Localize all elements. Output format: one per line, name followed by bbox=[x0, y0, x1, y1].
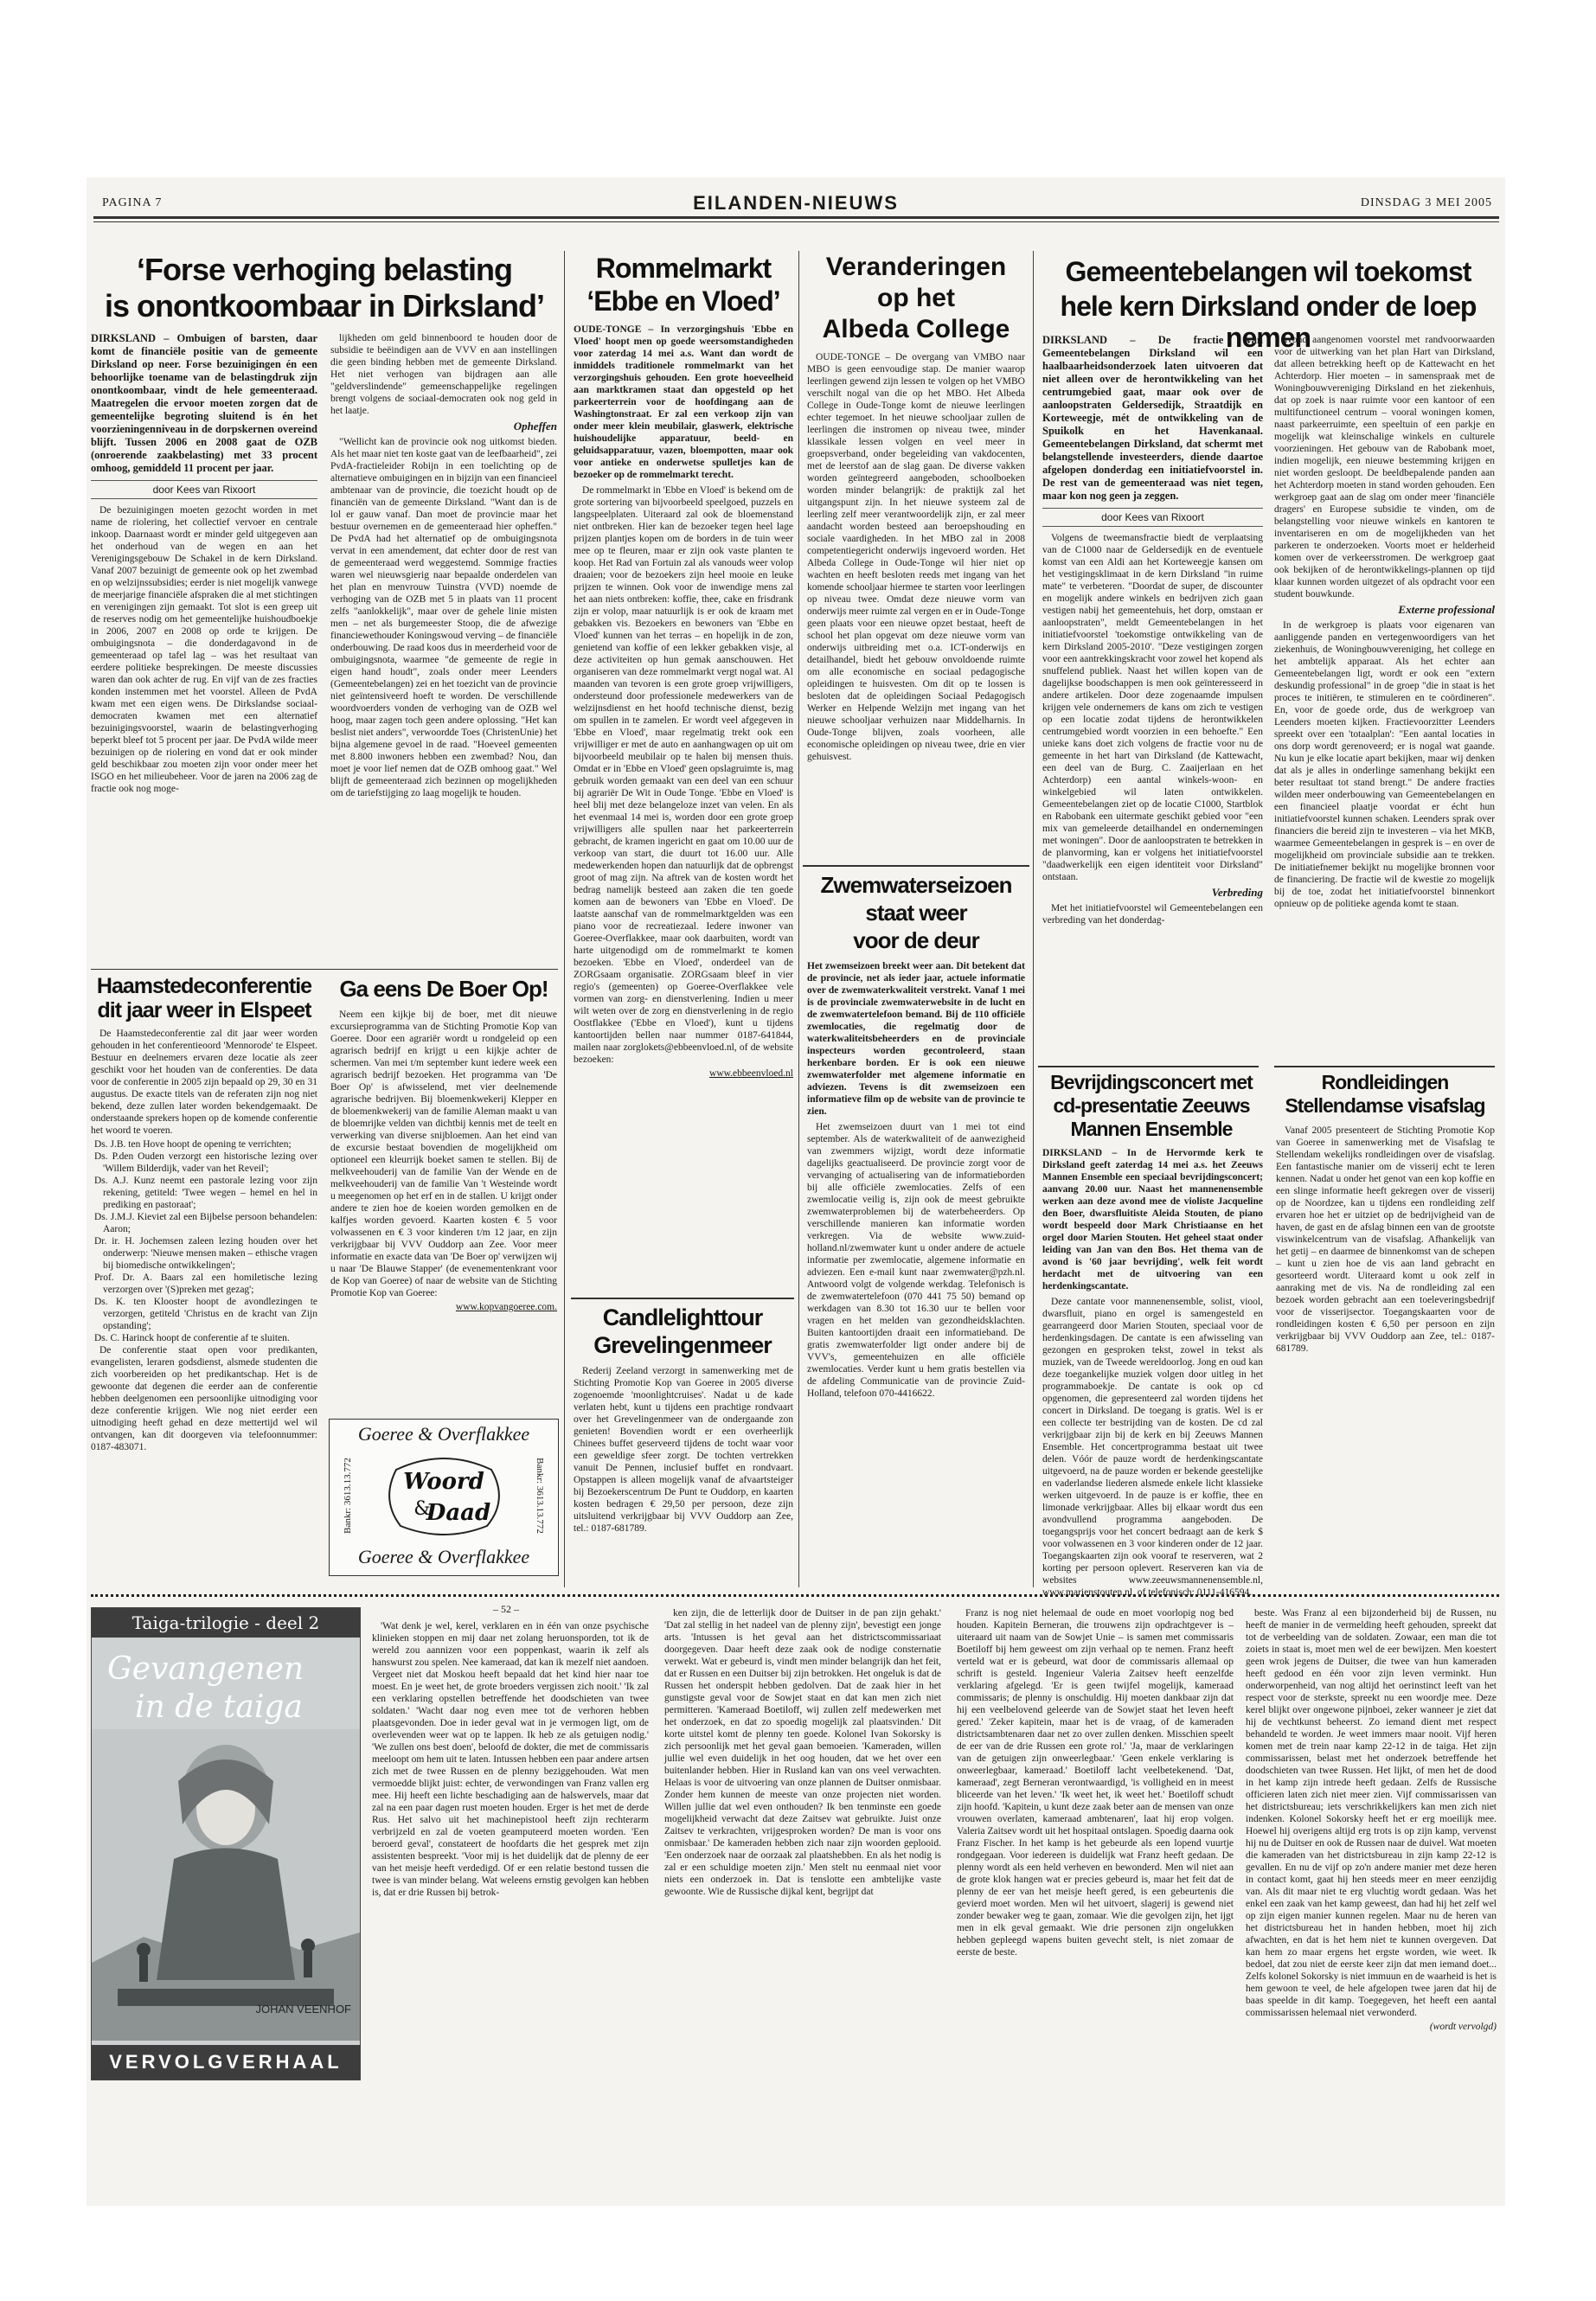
concert-headline-1: Bevrijdingsconcert met bbox=[1050, 1071, 1253, 1093]
serial-column-1 bbox=[372, 1620, 649, 1900]
haamstede-body: De Haamstedeconferentie zal dit jaar weer worden gehouden in het conferentieoord 'Mennorode' te Elspeet. Bestuur en deelnemers ervaren deze locatie als zeer geschikt voor het houden van de conferenties. De data voor de conferentie in 2005 zijn bepaald op 29, 30 en 31 augustus. De exacte titels van de referaten zijn nog niet bekend, deze zullen later worden bekendgemaakt. De onderstaande sprekers hopen op de komende conferentie het woord te voeren. bbox=[91, 1029, 317, 1136]
rommelmarkt-headline-2: ‘Ebbe en Vloed’ bbox=[586, 285, 780, 317]
belasting-column-2 bbox=[330, 332, 557, 801]
haamstede-speaker: Ds. J.M.J. Kieviet zal een Bijbelse persoon behandelen: Aaron; bbox=[94, 1212, 317, 1234]
serial-text-3: Franz is nog niet helemaal de oude en moet voorlopig nog bed houden. Kapitein Berneran, die trouwens zijn opdrachtgever is – uiteraard uit naam van de Sowjet Unie – is samen met commissaris Boetiloff bij hem geweest om zijn verhaal op te nemen. Franz heeft verteld wat er is gebeurd, wat door de commissaris allemaal op schrift is gesteld. Ingenieur Valeria Zaitsev heeft eenzelfde verklaring afgelegd. 'Er is geen twijfel mogelijk, kameraad commissaris; de plenny is onschuldig. Hij moeten dankbaar zijn dat hij een veelbelovend geleerde van de Sowjet staat het leven heeft gered.' 'Zeker kapitein, maar het is de vraag, of de kameraden districtsambtenaren daar net zo over zullen denken. Misschien speelt de eer van de drie Russen een grote rol.' 'Ja, maar de verklaringen van de getuigen zijn onweerlegbaar.' 'Geen enkele verklaring is onweerlegbaar, kameraad.' Boetiloff lacht veelbetekenend. 'Dat, kameraad', zegt Berneran verontwaardigd, 'is volligheid en in meest bliceerde van het leven.' 'Ik weet het, ik weet het.' Boetiloff schudt zijn hoofd. 'Kapitein, u kunt deze zaak beter aan de mensen van onze vrouwen overlaten, kameraad ambtenaren', laat hij erop volgen. Valeria Zaitsev wordt uit het hospitaal ontslagen. Spoedig daarna ook Franz Fischer. In het kamp is het gebeurde als een lopend vuurtje rondgegaan. Voor iedereen is duidelijk wat Franz heeft gedaan. De plenny wordt als een held verheven en bewonderd. Men wil niet aan de grote klok hangen wat er precies gebeurd is, maar het feit dat de plenny de eer van het meisje heeft gered, is een gebeurtenis die gevierd moet worden. Men wil het uitvoert, slagerij is gewend niet zonder bewaker weg te gaan, zomaar. Wie die gevolgen zijn, het ijgt men in elk geval gemaakt. Wie drie personen zijn ongelukken hebben gepleegd wapens buiten gevecht stelt, is niet zomaar de eerste de beste. bbox=[957, 1608, 1234, 1958]
rommelmarkt-headline-1: Rommelmarkt bbox=[595, 253, 772, 284]
stellendam-headline-1: Rondleidingen bbox=[1321, 1071, 1449, 1093]
haamstede-speaker: Ds. J.B. ten Hove hoopt de opening te verrichten; bbox=[94, 1139, 292, 1150]
haamstede-speaker: Ds. P.den Ouden verzorgt een historische lezing over 'Willem Bilderdijk, vader van het Reveil'; bbox=[94, 1151, 317, 1174]
ad-region-top: Goeree & Overflakkee bbox=[357, 1423, 530, 1445]
rommelmarkt-column bbox=[574, 324, 793, 1080]
haamstede-speaker: Ds. C. Harinck hoopt de conferentie af te sluiten. bbox=[94, 1333, 290, 1343]
haamstede-speaker: Dr. ir. H. Jochemsen zaleen lezing houden over het onderwerp: 'Nieuwe mensen maken – ethische vragen bij biomedische ontwikkelingen'; bbox=[94, 1236, 317, 1271]
section-rule bbox=[1274, 1066, 1495, 1067]
serial-footer: VERVOLGVERHAAL bbox=[92, 2045, 360, 2080]
gemeentebelangen-subhead-2: Externe professional bbox=[1398, 603, 1495, 616]
page-number: PAGINA 7 bbox=[102, 196, 163, 209]
serial-author: JOHAN VEENHOF bbox=[255, 2003, 351, 2016]
rommelmarkt-website[interactable]: www.ebbeenvloed.nl bbox=[709, 1068, 793, 1079]
belasting-lead: DIRKSLAND – Ombuigen of barsten, daar komt de financiële positie van de gemeente Dirksland op neer. Forse bezuinigingen én een behoorlijke toename van de belastingdruk zijn onontkoombaar, vindt de hele gemeenteraad. Maatregelen die ervoor moeten zorgen dat de gemeentelijke begroting sluitend is én het voorzieningenniveau in de dorpskernen overeind blijft. Tussen 2006 en 2008 gaat de OZB (onroerende zaakbelasting) met 33 procent omhoog, gemiddeld 11 procent per jaar. bbox=[91, 332, 317, 474]
belasting-byline: door Kees van Rixoort bbox=[91, 480, 317, 499]
boer-body: Neem een kijkje bij de boer, met dit nieuwe excursieprogramma van de Stichting Promotie Kop van Goeree. Door een agrariër wordt u rondgeleid op een agrarisch bedrijf en krijgt u een kijkje achter de schermen. Van mei t/m september kunt iedere week een agrarisch bedrijf bezoeken. Het programma van 'De Boer Op' is afwisselend, met vier deelnemende agrarische bedrijven. Bij bloemenkwekerij Klepper en de bloemenkwekerij van de familie Aleman maakt u van de bloemrijke velden van dichtbij kennis met de teelt en verwerking van diverse snijbloemen. Aan het eind van de excursie bestaat bovendien de mogelijkheid om optioneel een kleurrijk boeket samen te stellen. Bij de melkveehouderij van de familie Van der Wende en de melkveehouderij van de familie Van 't Westeinde wordt u meegenomen op het erf en in de stallen. U krijgt onder andere te zien hoe de koeien worden gemolken en de kalfjes worden gevoerd. Kaarten kosten € 5 voor volwassenen en € 3 voor kinderen t/m 12 jaar, en zijn verkrijgbaar bij VVV Ouddorp aan Zee. Voor meer informatie en exacte data van 'De Boer op' verwijzen wij u naar 'De Blauwe Stapper' (de evenementenkrant voor de Kop van Goeree) of naar de website van de Stichting Promotie Kop van Goeree: bbox=[330, 1009, 557, 1298]
serial-column-3 bbox=[957, 1607, 1234, 1960]
haamstede-speaker: Ds. K. ten Klooster hoopt de avondlezingen te verzorgen, getiteld 'Christus en de kracht van Zijn opstanding'; bbox=[94, 1297, 317, 1331]
serial-text-1: 'Wat denk je wel, kerel, verklaren en in één van onze psychische klinieken stoppen en mij daar net zolang heruonsporden, tot ik de wereld zou aannizen voor een poppenkast, waarin ik zelf als hanswurst zou spelen. Nee kameraad, dat kan ik mezelf niet aandoen. Vergeet niet dat Moskou heeft bepaald dat het kind hier naar toe moest. En je weet het, de grote broeders vergissen zich nooit.' 'Ik zal een verklaring opstellen betreffende het doodschieten van twee soldaten.' 'Wacht daar nog even mee tot de verhoren hebben plaatsgevonden. Doe in ieder geval wat in je vermogen ligt, om de overlevenden weer wat op te lappen. Ik heb ze als getuigen nodig.' 'We zullen ons best doen', beloofd de dokter, die met de commissaris meeloopt om hem uit te laten. Intussen hebben een paar andere artsen zich met de twee Russen en de plenny beziggehouden. Wat men vermoedde blijkt juist: echter, de verwondingen van Franz vallen erg mee. Hij heeft een lichte beschadiging aan de halswervels, maar dat zal na een paar dagen rust moeten houden. Erger is het met de derde Rus. Het salvo uit het machinepistool heeft zijn rechterarm verbrijzeld en zal de voeten geamputeerd moeten worden. 'Een beroerd geval', constateert de hoofdarts die het gesprek met zijn assistenten bespreekt. 'Voor mij is het duidelijk dat de plenny de eer van het meisje heeft verdedigd. Of er een relatie bestond tussen die twee is van minder belang. Wat weleens ernstig gevolgen kan hebben is, dat er drie Russen bij betrok- bbox=[372, 1621, 649, 1898]
logo-word-woord: Woord bbox=[403, 1469, 484, 1495]
belasting-subhead: Opheffen bbox=[513, 420, 557, 433]
albeda-headline-1: Veranderingen bbox=[825, 253, 1007, 281]
gemeentebelangen-byline: door Kees van Rixoort bbox=[1042, 508, 1263, 527]
haamstede-closing: De conferentie staat open voor predikanten, evangelisten, leraren godsdienst, alsmede studenten die zich voorbereiden op het predikantschap. Het is de gewoonte dat degenen die eerder aan de conferentie hebben deelgenomen een persoonlijke uitnodiging voor deze conferentie krijgen. Wie nog niet eerder een uitnodiging heeft gehad en deze mettertijd wel wil ontvangen, kan dit doorgeven via telefoonnummer: 0187-483071. bbox=[91, 1345, 317, 1452]
serial-panel bbox=[91, 1607, 361, 2080]
stellendam-headline-2: Stellendamse visafslag bbox=[1285, 1094, 1485, 1117]
albeda-headline-3: Albeda College bbox=[822, 315, 1010, 343]
zwemwater-lead: Het zwemseizoen breekt weer aan. Dit betekent dat de provincie, net als ieder jaar, actuele informatie over de zwemwaterkwaliteit verstrekt. Vanaf 1 mei is de provinciale zwemwaterwebsite in de lucht en de zwemwatertelefoon bemand. Bij de 110 officiële zwemlocaties, die regelmatig door de waterkwaliteitsbeheerders en de provinciale inspecteurs worden gecontroleerd, staan herkenbare borden. Er is ook een nieuwe zwemwaterfolder met algemene informatie en adviezen. Tevens is dit zwemseizoen een informatieve film op de website van de provincie te zien. bbox=[807, 961, 1025, 1117]
albeda-body: OUDE-TONGE – De overgang van VMBO naar MBO is geen eenvoudige stap. De manier waarop leerlingen gewend zijn lessen te volgen op het VMBO verschilt nogal van die op het MBO. Het Albeda College in Oude-Tonge komt de nieuwe leerlingen echter tegemoet. In het nieuwe schooljaar zullen de leerlingen die instromen op niveau twee, minder klassikale lessen volgen en veel meer in groepsverband, onder begeleiding van vakdocenten, met de leerstof aan de slag gaan. De diverse vakken worden geïntegreerd aangeboden, schoolboeken worden minder belangrijk: de praktijk zal het uitgangspunt zijn. In het nieuwe systeem zal de leerling zelf meer verantwoordelijk zijn, er zal meer aandacht worden besteed aan beroepshouding en sociale vaardigheden. In het MBO zal in 2008 competentiegericht onderwijs ingevoerd worden. Het Albeda College in Oude-Tonge wil hier niet op wachten en heeft besloten reeds met ingang van het komende schooljaar hiermee te starten voor leerlingen op niveau twee. Omdat deze nieuwe vorm van onderwijs meer ruimte zal vergen en er in Oude-Tonge geen plaats voor een nieuwe opzet bestaat, heeft de school het plan opgevat om deze nieuwe vorm van onderwijs uitbreiding met o.a. ICT-onderwijs en detailhandel, biedt het gebouw onvoldoende ruimte om alle economische en sociaal pedagogische opleidingen te huisvesten. Om dit op te lossen is besloten dat de opleidingen Sociaal Pedagogisch Werker en Helpende Welzijn met ingang van het nieuwe schooljaar verhuizen naar Middelharnis. In Oude-Tonge blijven, zoals voorheen, alle economische opleidingen op niveau twee, drie en vier gehuisvest. bbox=[807, 352, 1025, 762]
serial-text-2: ken zijn, die de letterlijk door de Duitser in de pan zijn gehakt.' 'Dat zal stellig in het nadeel van de plenny zijn', bevestigt een jonge arts. 'Intussen is het geval aan het districtscommissariaat doorgegeven. Daar heeft deze zaak ook de nodige consternatie verwekt. Wat er gebeurd is, vindt men minder belangrijk dan het feit, dat er Russen en een Duitser bij zijn betrokken. Het ongeluk is dat de Russen het onderspit hebben gedolven. Dat de zaak hier in het gunstigste geval voor de Sowjet staat en dat kan men zich niet permitteren. 'Kameraad Boetiloff, wij zullen zelf medewerken met het onderzoek, en dat zo spoedig mogelijk zal plaatsvinden.' Dit korte uitstel komt de plenny ten goede. Kolonel Ivan Sokorsky is zich persoonlijk met het geval gaan bemoeien. 'Kameraden, willen jullie wel even duidelijk in het oog houden, dat we het over een buitenlander hebben. Hier in Rusland kan van ons veel verwachten. Helaas is voor de uitvoering van onze plannen de Duitser onmisbaar. Zonder hem kunnen de meeste van onze projecten niet worden. Willen jullie dat wel even onthouden? Ik ben tenminste een goede mogelijkheid verwacht dat deze Zaitsev wat gebruikte. Juist onze Zaitsev te verkrachten, vrijgesproken worden? De man is voor ons onmisbaar.' De kameraden hebben zich naar zijn woorden geplooid. 'Een onderzoek naar de oorzaak zal plaatshebben. En als het nodig is zal er een schuldige moeten zijn.' Men stelt nu eenmaal niet voor niets een onderzoek in. Dat is tenslotte een ambtelijke vaste gewoonte. Wie de Russische dijkal kent, begrijpt dat bbox=[664, 1608, 941, 1897]
section-rule bbox=[803, 865, 1029, 867]
rommelmarkt-body: De rommelmarkt in 'Ebbe en Vloed' is bekend om de grote sortering van bijvoorbeeld speelgoed, puzzels en langspeelplaten. Uiteraard zal ook de bloemenstand niet ontbreken. Hier kan de bezoeker tegen heel lage prijzen plantjes kopen om de borders in de tuin weer mee op te fleuren, maar er zijn ook vaste planten te koop. Het Rad van Fortuin zal als vanouds weer volop draaien; voor de bezoekers zijn heel mooie en leuke prijzen te winnen. Ook voor de inwendige mens zal het aan niets ontbreken: koffie, thee, cake en frisdrank zijn er volop, maar natuurlijk is er ook de kraam met gebakken vis. Bezoekers en bewoners van 'Ebbe en Vloed' kunnen van het terras – en hopelijk in de zon, genietend van koffie of een lekker gebakken visje, al deze activiteiten op hun gemak aanschouwen. Het organiseren van deze rommelmarkt vergt nogal wat. Al maanden van tevoren is een grote groep vrijwilligers, ondersteund door professionele medewerkers van de welzijnsdienst en het hoofd technische dienst, bezig om spullen in te zamelen. Er wordt veel afgegeven in 'Ebbe en Vloed', maar regelmatig trekt ook een vrijwilliger er met de auto en aanhangwagen op uit om bijvoorbeeld meubilair op te halen bij mensen thuis. Omdat er in 'Ebbe en Vloed' geen opslagruimte is, mag gebruik worden gemaakt van een deel van een schuur bij agrariër De Wit in Oude Tonge. 'Ebbe en Vloed' is heel blij met deze belangeloze inzet van velen. En als het evenmaal 14 mei is, worden door een grote groep vrijwilligers alle spullen naar het parkeerterrein gebracht, de kramen ingericht en gaat om 10.00 uur de verkoop van start, die duurt tot 16.00 uur. Alle medewerkenden hopen dan natuurlijk dat de opbrengst groot of mag zijn. Na aftrek van de kosten wordt het bedrag namelijk besteed aan zaken die ten goede komen aan de bewoners van 'Ebbe en Vloed'. De laatste aanschaf van de rommelmarktgelden was een piano voor de recreatiezaal. Iedere inwoner van Goeree-Overflakkee, maar ook daarbuiten, wordt van harte uitgenodigd om de rommelmarkt te komen bezoeken. 'Ebbe en Vloed', onderdeel van de ZORGsaam organisatie. ZORGsaam bleef in vier regio's (gemeenten) op Goeree-Overflakkee vele vormen van zorg- en dienstverlening. Indien u meer wilt weten over de zorg en dienstverlening in de regio Oostflakkee ('Ebbe en Vloed'), kunt u tijdens kantoortijden bellen naar nummer 0187-641844, mailen naar zorglokets@ebbeenvloed.nl, of de website bezoeken: bbox=[574, 485, 793, 1065]
gemeentebelangen-text-4: In de werkgroep is plaats voor eigenaren van aanliggende panden en vertegenwoordigers van het ziekenhuis, de Woningbouwvereniging, het college en het ambtelijk apparaat. Als het echter aan Gemeentebelangen ligt, wordt er ook een "extern deskundig professional" in de groep "die in staat is het proces te initiëren, te stimuleren en te coördineren". En, voor de goede orde, dus de werkgroep van Leenders moeten kijken. Fractievoorzitter Leenders spreekt over een 'totaalplan': "Een aantal locaties in ons dorp wordt gerenoveerd; er is nogal wat gaande. Nu kun je elke locatie apart bekijken, maar wij denken dat als je alles in onderlinge samenhang bekijkt een beter resultaat tot stand brengt." De andere fracties wilden meer onderbouwing van Gemeentebelangen en een financieel plaatje voordat er écht hun initiatiefvoorstel kunnen schaken. Leenders sprak over financiers die bereid zijn te investeren – via het MKB, waarmee Gemeentebelangen in gesprek is – en over de mogelijkheid om provinciale subsidie aan te trekken. De initiatiefnemer bekijkt nu mogelijke bronnen voor de financiering. De fractie wil de kwestie zo mogelijk bij de toe, zodat het initiatiefvoorstel binnenkort opnieuw op de politieke agenda komt te staan. bbox=[1274, 620, 1495, 909]
zwemwater-headline-2: staat weer bbox=[865, 900, 967, 926]
ad-region-bottom: Goeree & Overflakkee bbox=[357, 1546, 530, 1567]
belasting-headline-2: is onontkoombaar in Dirksland’ bbox=[104, 288, 545, 324]
gemeentebelangen-text-1: Volgens de tweemansfractie biedt de verplaatsing van de C1000 naar de Geldersedijk en de eventuele komst van een Aldi aan het Korteweegje kansen om het vestigingsklimaat in de kern Dirksland "in ruime mate" te verbeteren. "Doordat de super, de discounter en mogelijk andere winkels en bedrijven zich gaan vestigen nabij het gemeentehuis, het dorp, omstaan er aanloopstraten", meldt Gemeentebelangen in het initiatiefvoorstel 'toekomstige ontwikkeling van de kern Dirksland 2005-2010'. "Deze vestigingen zorgen voor een aantrekkingskracht voor zowel het kopend als snuffelend publiek. Naast het willen kopen van de dagelijkse boodschappen is men ook geïnteresseerd in andere artikelen. Door deze zogenaamde impulsen krijgen vele ondernemers de kans om zich te vestigen op een locatie zodat tijdens de herontwikkelen centrumgebied wordt voorzien in een behoefte." Een unieke kans doet zich volgens de fractie voor nu de gemeente in het hart van Dirksland (de Kattewacht, een deel van de Burg. C. Zaaijerlaan en het Achterdorp) een aantal winkels-woon- en winkelgebied wil laten ontwikkelen. Gemeentebelangen ziet op de locatie C1000, Startblok en Rabobank een uitermate geschikt gebied voor "een mix van gemeleerde detailhandel en ondernemingen met woningen". Door de aanloopstraten te betrekken in de planvorming, kan er volgens het initiatiefvoorstel "daadwerkelijk een eigen identiteit voor Dirksland" ontstaan. bbox=[1042, 533, 1263, 882]
stellendam-body: Vanaf 2005 presenteert de Stichting Promotie Kop van Goeree in samenwerking met de Visafslag te Stellendam wekelijks rondleidingen over de visafslag. Een fantastische manier om de visserij echt te leren kennen. Nadat u onder het genot van een kop koffie en een slinge informatie heeft gekregen over de visserij op de Noordzee, kan u tijdens een rondleiding zelf ervaren hoe het er uitziet op de bedrijvigheid van de haven, de gast en de afslag binnen een van de grootste viswinkelcentrum van de visafslag. Afhankelijk van het getij – en daarmee de binnenkomst van de schepen – kunt u zien hoe de vis aan land gebracht en gesorteerd wordt. Uiteraard komt u ook zelf in aanraking met de vis. Na de rondleiding zal een bezoek worden gebracht aan een toeleveringsbedrijf voor de visserijsector. Toegangskaarten voor de rondleidingen kosten € 6,50 per persoon en zijn verkrijgbaar bij VVV Ouddorp aan Zee, tel.: 0187-681789. bbox=[1276, 1125, 1495, 1354]
candlelight-headline-1: Candlelighttour bbox=[602, 1304, 763, 1330]
newspaper-title: EILANDEN-NIEUWS bbox=[693, 192, 899, 214]
belasting-text-1: De bezuinigingen moeten gezocht worden in met name de riolering, het collectief vervoer en centrale inkoop. Daarnaast wordt er minder geld uitgegeven aan het onderhoud van de wegen en aan het Verenigingsgebouw De Schakel in de kern Dirksland. Vanaf 2007 bezuinigt de gemeente ook op het zwembad en op welzijnssubsidies; eerder is niet mogelijk vanwege de meerjarige financiële afspraken die al met stichtingen en verenigingen zijn gemaakt. Tot slot is een greep uit de reserves nodig om het gemeentelijke huishoudboekje in 2006, 2007 en 2008 op orde te krijgen. De ombuigingsnota – die donderdagavond in de gemeenteraad op tafel lag – was het resultaat van eerdere politieke besprekingen. De meeste discussies waren dan ook achter de rug. En vijf van de zes fracties konden instemmen met het voorstel. Alleen de PvdA kwam met een eigen wens. De Dirkslandse sociaal-democraten kwamen met een alternatief bezuinigingsvoorstel, waarin de belastingverhoging beperkt bleef tot 5 procent per jaar. De PvdA wilde meer bezuinigen op de riolering en vond dat er ook minder geld beschikbaar zou moeten zijn voor onder meer het ISGO en het milieubeheer. Voor de jaren na 2006 zag de fractie ook nog moge- bbox=[91, 505, 317, 794]
albeda-headline-2: op het bbox=[877, 284, 955, 312]
column-divider bbox=[798, 251, 799, 1587]
logo-word-daad: Daad bbox=[426, 1500, 491, 1526]
belasting-headline-1: ‘Forse verhoging belasting bbox=[136, 252, 513, 287]
gemeentebelangen-lead: DIRKSLAND – De fractie van Gemeentebelangen Dirksland wil een haalbaarheidsonderzoek laten uitvoeren dat niet alleen over de herontwikkeling van het centrumgebied gaat, maar ook over de aanloopstraten Geldersedijk, Straatdijk en Korteweegje, mét de ontwikkeling van de Spuikolk en het Havenkanaal. Gemeentebelangen Dirksland, dat schermt met belangstellende investeerders, diende daartoe afgelopen donderdag een initiatiefvoorstel in. De rest van de gemeenteraad was niet tegen, maar kon nog geen ja zeggen. bbox=[1042, 334, 1263, 502]
section-rule bbox=[91, 969, 558, 970]
gemeentebelangen-subhead-1: Verbreding bbox=[1211, 886, 1263, 899]
boer-headline: Ga eens De Boer Op! bbox=[339, 976, 548, 1002]
gemeentebelangen-column-1 bbox=[1042, 334, 1263, 928]
zwemwater-headline-1: Zwemwaterseizoen bbox=[820, 872, 1012, 898]
concert-headline-3: Mannen Ensemble bbox=[1070, 1118, 1233, 1140]
zwemwater-column bbox=[807, 960, 1025, 1401]
serial-column-4 bbox=[1246, 1607, 1497, 2033]
haamstede-speaker: Prof. Dr. A. Baars zal een homiletische lezing verzorgen over '(S)preken met gezag'; bbox=[94, 1272, 317, 1295]
column-divider bbox=[1033, 251, 1034, 1587]
candlelight-headline-2: Grevelingenmeer bbox=[593, 1332, 772, 1358]
belasting-text-2: lijkheden om geld binnenboord te houden door de subsidie te beëindigen aan de VVV en aan instellingen die geen binding hebben met de gemeente Dirksland. Het niet verhogen van bijdragen aan alle "geldverslindende" gemeenschappelijke regelingen brengt volgens de sociaal-democraten ook nog geld in het laatje. bbox=[330, 333, 557, 416]
section-rule bbox=[571, 1298, 794, 1299]
gemeentebelangen-column-2 bbox=[1274, 334, 1495, 912]
serial-illustration bbox=[92, 1729, 360, 2041]
haamstede-column bbox=[91, 1028, 317, 1455]
logo-ampersand: & bbox=[413, 1498, 431, 1520]
woord-daad-logo bbox=[379, 1452, 509, 1539]
serial-text-4: beste. Was Franz al een bijzonderheid bij de Russen, nu heeft de manier in de vermelding heeft gehouden, spreekt dat tot de verbeelding van de soldaten. Zowaar, een man die tot zoiets in staat is, moet men wel de eer bewijzen. Men koestert geen wrok jegens de Duitser, die twee van hun kameraden heeft gedood en één voor zijn leven verminkt. Hun onderworpenheid, van nog altijd het oerinstinct leeft van het respect voor de sterkste, spreekt nu een woordje mee. Deze kerel blijkt over ongewone pijnboei, zeker wanneer je ziet dat hij de vechtkunst beheerst. Zo iemand dient met respect behandeld te worden. Je weet immers maar nooit. Vijf heren komen met de trein naar kamp 22-12 in de taiga. Het zijn commissarissen, belast met het onderzoek betreffende het doodschieten van twee Russen. Het lijkt, of men het de dood in het kamp zijn intrede heeft gedaan. Zelfs de Russische officieren laten zich niet meer zien. Vijf commissarissen van het districtsbureau; iets verschrikkelijkers kan men zich niet indenken. Kolonel Sokorsky heeft het er erg moeilijk mee. Hoewel hij overigens altijd erg trots is op zijn kamp, vervenst hij nu de Duitser en ook de Russen naar de duivel. Wat moeten die kameraden van het districtsbureau in zijn kamp 22-12 is gevallen. En nu de vijf op zo'n andere manier met deze heren in contact komt, gaat hij hen steeds meer en meer eenzijdig van. Als dit maar niet te erg vluchtig wordt gedaan. Was het enkel een zaak van het kamp geweest, dan had hij het zelf wel op zijn eigen manier kunnen regelen. Maar nu de heren van het districtsbureau het in handen hebben, moet hij zich afwachten, en dat is het hem niet te kunnen overgeven. Dat kan hem zo maar ergens het ergste worden, wie weet. Ik bedoel, dat zou niet de eerste keer zijn dat men iemand doet... Zelfs kolonel Sokorsky is niet immuun en de waarheid is het is hem gewoon te veel, de hele afgelopen twee jaren dat hij de baas speelde in dit kamp. Toegegeven, het heeft een aantal commissarissen helemaal niet verwonderd. bbox=[1246, 1608, 1497, 2018]
masthead-rule bbox=[93, 216, 1499, 219]
haamstede-headline-1: Haamstedeconferentie bbox=[96, 974, 312, 998]
candlelight-body: Rederij Zeeland verzorgt in samenwerking met de Stichting Promotie Kop van Goeree in 2005 diverse zogenoemde 'moonlightcruises'. Nadat u de kade verlaten hebt, kunt u tijdens een prachtige rondvaart over het Grevelingenmeer van de ondergaande zon genieten! Bovendien wordt er een overheerlijk Chinees buffet geserveerd tijdens de tocht waar voor een geweldige sfeer zorgt. De tochten vertrekken vanuit De Pennen, inclusief buffet en rondvaart. Opstappen is alleen mogelijk vanaf de afvaartsteiger bij Bezoekerscentrum De Punt te Ouddorp, en kaarten kosten bedragen € 29,50 per persoon, deze zijn uitsluitend verkrijgbaar bij VVV Ouddorp aan Zee, tel.: 0187-681789. bbox=[574, 1366, 793, 1534]
serial-title-1: Gevangenen bbox=[107, 1651, 304, 1687]
haamstede-speaker: Ds. A.J. Kunz neemt een pastorale lezing voor zijn rekening, getiteld: 'Twee wegen – hemel en hel in prediking en pastoraat'; bbox=[94, 1176, 317, 1210]
stellendam-column bbox=[1276, 1125, 1495, 1356]
masthead-rule-thin bbox=[93, 221, 1499, 222]
zwemwater-headline-3: voor de deur bbox=[853, 927, 979, 953]
serial-title-2: in de taiga bbox=[135, 1689, 303, 1725]
belasting-column-1 bbox=[91, 332, 317, 797]
section-rule bbox=[1038, 1066, 1259, 1067]
concert-body: Deze cantate voor mannenensemble, solist, viool, dwarsfluit, piano en orgel is samengesteld en gearrangeerd door Marien Stouten, speciaal voor de herdenkingsdagen. De cantate is een afwisseling van gezongen en gesproken tekst, zowel in tekst als muziek, van de Tweede wereldoorlog. Jong en oud kan deze toegankelijke muziek volgen door uitleg in het programmaboekje. De cantate is ook op cd opgenomen, die gepresenteerd zal worden tijdens het concert in Dirksland. De toegang is gratis. Wel is er een collecte ter bestrijding van de kosten. De cd zal verkrijgbaar zijn bij de kerk en bij Zeeuws Mannen Ensemble. Het concertprogramma bestaat uit twee delen. Vóór de pauze wordt de herdenkingscantate uitgevoerd, na de pauze worden er bekende geestelijke en vaderlandse liederen alsmede enkele licht klassieke werken uitgevoerd. In de pauze is er koffie, thee en limonade verkrijgbaar. Alles bij elkaar wordt dus een avondvullend programma aangeboden. De toegangsprijs voor het concert bedraagt aan de kerk $ voor volwassenen en 3 voor kinderen onder de 12 jaar. Toegangskaarten zijn ook vooraf te reserveren, wat 2 korting per persoon oplevert. Reserveren kan via de websites www.zeeuwsmannenensemble.nl, www.marienstouten.nl, of telefonisch: 0111-416594. bbox=[1042, 1297, 1263, 1598]
issue-date: DINSDAG 3 MEI 2005 bbox=[1360, 196, 1492, 209]
serial-banner: Taiga-trilogie - deel 2 bbox=[92, 1608, 360, 1638]
serial-divider bbox=[91, 1594, 1499, 1597]
gemeentebelangen-text-3: avond aangenomen voorstel met randvoorwaarden voor de uitwerking van het plan Hart van Dirksland, dat alleen betrekking heeft op de Kattewacht en het Achterdorp. Hier moeten – in samenspraak met de Woningbouwvereniging Dirksland en het ziekenhuis, dat op zoek is naar ruimte voor een kantoor of een multifunctioneel centrum – vooral woningen komen, naast parkeerruimte, een speeltuin of een parkje en mogelijk wat kleinschalige winkels en culturele voorzieningen. Het gebouw van de Rabobank moet, indien mogelijk, een nieuwe bestemming krijgen en niet worden gesloopt. De beeldbepalende panden aan het Achterdorp moeten in stand worden gehouden. Een werkgroep gaat aan de slag om onder meer 'financiële dragers' en Europese subsidie te vinden, om de belangstelling voor nieuwe winkels en kantoren te inventariseren en om de mogelijkheden van het parkeren te onderzoeken. Voorts moet er helderheid komen over de verkeersstromen. De werkgroep gaat ook bekijken of de herontwikkelings-plannen op tijd klaar kunnen worden uitgezet of als opdracht voor een student bouwkunde. bbox=[1274, 335, 1495, 599]
boer-website[interactable]: www.kopvangoeree.com. bbox=[455, 1302, 557, 1312]
concert-column-1 bbox=[1042, 1147, 1263, 1600]
zwemwater-body: Het zwemseizoen duurt van 1 mei tot eind september. Als de waterkwaliteit of de aanwezigheid van zwemmers wijzigt, wordt deze informatie dagelijks geactualiseerd. De provincie zorgt voor de vervanging of actualisering van de informatieborden bij alle officiële zwemlocaties. Zelfs of een zwemlocatie veilig is, zijn ook de meest gebruikte zwemwaterproblemen bij de waterbeheerders. Op verschillende manieren kan informatie worden verkregen. Via de website www.zuid-holland.nl/zwemwater kunt u onder andere de actuele informatie per zwemlocatie, algemene informatie en adviezen. Een e-mail kunt naar zwemwater@pzh.nl. Antwoord volgt de volgende werkdag. Telefonisch is de zwemwatertelefoon (070 441 75 50) bemand op werkdagen van 8.30 tot 16.30 uur te bellen voor vragen en het melden van gezondheidsklachten. Buiten kantoortijden draait een informatieband. De gratis zwemwaterfolder ligt onder andere bij de VVV's, gemeentehuizen en alle officiële zwemlocaties. Verder kunt u hem gratis bestellen via de afdeling Communicatie van de provincie Zuid-Holland, telefoon 070-4416622. bbox=[807, 1122, 1025, 1399]
woord-daad-ad[interactable] bbox=[329, 1419, 559, 1576]
gemeentebelangen-headline-1: Gemeentebelangen wil toekomst bbox=[1065, 256, 1471, 287]
belasting-text-3: "Wellicht kan de provincie ook nog uitkomst bieden. Als het maar niet ten koste gaat van de leefbaarheid", zei PvdA-fractieleider Robijn in een toelichting op de alternatieve ombuigingen en in bijzijn van een financieel ambtenaar van de provincie, die toezicht houdt op de financiën van de gemeente Dirksland. "Want dan is de lol er gauw vanaf. Dan moet de provincie maar het bestuur overnemen en de gemeenteraad hier opheffen." De PvdA had het alternatief op de ombuigingsnota vervat in een amendement, dat echter door de rest van de gemeenteraad werd weggestemd. Sommige fracties waren wel nieuwsgierig naar bepaalde onderdelen van het plan en menvrouw Tuinstra (VVD) noemde de verhoging van de OZB met 5 in plaats van 11 procent zelfs "aanlokkelijk", maar over de gehele linie misten men – net als burgemeester Stoop, die de afwezige financiewethouder Koningswoud verving – de financiële onderbouwing. De raad koos dus in meerderheid voor de ombuigingsnota, waarmee "de gemeente de regie in eigen hand houdt", zoals onder meer Leenders (Gemeentebelangen) zei en het toezicht van de provincie niet geïntensiveerd hoeft te worden. De verschillende woordvoerders vonden de verhoging van de OZB wel hoog, maar zagen toch geen andere oplossing. "Het kan beslist niet anders", verwoordde Toes (ChristenUnie) het bijna algemene gevoel in de raad. "Hoeveel gemeenten met 8.800 inwoners hebben een zwembad? Nou, dan moet je voor lief nemen dat de OZB omhoog gaat." Wel blijft de gemeenteraad zich bezinnen op mogelijkheden om de tariefstijging zo laag mogelijk te houden. bbox=[330, 437, 557, 798]
serial-episode: – 52 – bbox=[493, 1603, 519, 1615]
rommelmarkt-lead: OUDE-TONGE – In verzorgingshuis 'Ebbe en Vloed' hoopt men op goede weersomstandigheden voor zaterdag 14 mei a.s. Want dan wordt de inmiddels traditionele rommelmarkt van het verzorgingshuis gehouden. Een grote hoeveelheid aan marktkramen staat dan opgesteld op het parkeerterrein voor de hoofdingang aan de Washingtonstraat. Er zal een verkoop zijn van onder meer klein meubilair, glaswerk, elektrische huishoudelijke apparatuur, beeld- en geluidsapparatuur, vazen, bloempotten, maar ook voor antieke en onderwetse spulletjes kan de bezoeker op de rommelmarkt terecht. bbox=[574, 324, 793, 480]
column-divider bbox=[564, 251, 565, 1587]
concert-lead: DIRKSLAND – In de Hervormde kerk te Dirksland geeft zaterdag 14 mei a.s. het Zeeuws Mannen Ensemble een speciaal bevrijdingsconcert; aanvang 20.00 uur. Naast het mannenensemble werken aan deze avond mee de violiste Jacqueline den Boer, dwarsfluitiste Aleida Stouten, de piano wordt bespeeld door Mark Christiaanse en het orgel door Marien Stouten. Het geheel staat onder leiding van Jan van den Bos. Het thema van de avond is '60 jaar bevrijding', welk feit wordt herdacht met de uitvoering van een herdenkingscantate. bbox=[1042, 1148, 1263, 1292]
candlelight-column bbox=[574, 1365, 793, 1536]
gemeentebelangen-headline-2: hele kern Dirksland onder de loep nemen bbox=[1060, 291, 1477, 353]
ad-bank-left: Bankr: 3613.13.772 bbox=[343, 1458, 353, 1534]
boer-column bbox=[330, 1009, 557, 1313]
haamstede-headline-2: dit jaar weer in Elspeet bbox=[97, 998, 311, 1022]
serial-column-2 bbox=[664, 1607, 941, 1900]
concert-headline-2: cd-presentatie Zeeuws bbox=[1053, 1094, 1250, 1117]
gemeentebelangen-text-2: Met het initiatiefvoorstel wil Gemeentebelangen een verbreding van het donderdag- bbox=[1042, 903, 1263, 926]
albeda-column bbox=[807, 351, 1025, 765]
ad-bank-right: Bankr: 3613.13.772 bbox=[535, 1458, 545, 1534]
serial-continued: (wordt vervolgd) bbox=[1429, 2022, 1497, 2032]
